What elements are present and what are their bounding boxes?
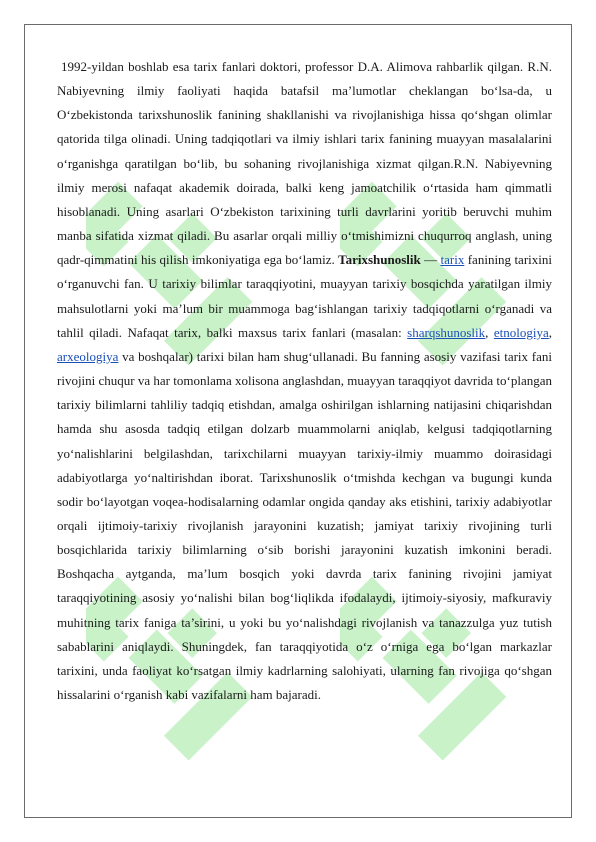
link-arxeologiya[interactable]: arxeologiya xyxy=(57,348,119,364)
paragraph xyxy=(57,55,552,707)
link-etnologiya[interactable]: etnologiya xyxy=(493,324,549,340)
text-run: , xyxy=(485,324,494,340)
body-text xyxy=(57,55,552,707)
text-run: va boshqalar) tarixi bilan ham shug‘ullanadi. Bu fanning asosiy vazifasi tarix fani rivojini chuqur va har tomonlama xolisona anglashdan, muayyan taraqqiyot davrida to‘plangan tarixiy bilimlarni tahliliy tadqiq etishdan, amalga oshirilgan ishlarning natijasini chiqarishdan hamda shu asosda tadqiq etilgan dolzarb muammolarni aniqlab, kelgusi tadqiqotlarning yo‘nalishlarini belgilashdan, tarixchilarni muayyan tarixiy-ilmiy muammo doirasidagi adabiyotlarga yo‘naltirishdan iborat. Tarixshunoslik o‘tmishda kechgan va bugungi kunda sodir bo‘layotgan voqea-hodisalarning odamlar ongida qanday aks etishini, tarixiy adabiyotlar orqali ijtimoiy-tarixiy rivojlanish jarayonini kuzatish; jamiyat tarixiy rivojining turli bosqichlarida tarixiy bilimlarning o‘sib borishi jarayonini kuzatish imkonini beradi. Boshqacha aytganda, ma’lum bosqich yoki davrda tarix fanining rivojini jamiyat taraqqiyotining asosiy yo‘nalishi bilan bog‘liqlikda ifodalaydi, ijtimoiy-siyosiy, mafkuraviy muhitning tarix faniga ta’sirini, u yoki bu yo‘nalishdagi rivojlanish va tanazzulga yuz tutish sabablarini aniqlaydi. Shuningdek, fan taraqqiyotida o‘z o‘rniga ega bo‘lgan markazlar tarixini, unda faoliyat ko‘rsatgan ilmiy kadrlarning salohiyati, ularning fan rivojiga qo‘shgan hissalarini o‘rganish kabi vazifalarni ham bajaradi. xyxy=(57,348,552,703)
term-bold: Tarixshunoslik xyxy=(338,252,421,268)
link-tarix[interactable]: tarix xyxy=(440,252,465,268)
text-run: — xyxy=(420,252,441,268)
link-sharqshunoslik[interactable]: sharqshunoslik xyxy=(407,324,486,340)
text-run: fanining tarixini o‘rganuvchi fan. U tarixiy bilimlar taraqqiyotini, muayyan tarixiy bosqichda yaratilgan ilmiy mahsulotlarni yoki ma’lum bir muammoga bag‘ishlangan tarixiy tadqiqotlarni o‘rganadi va tahlil qiladi. Nafaqat tarix, balki maxsus tarix fanlari (masalan: xyxy=(57,252,552,340)
text-run: 1992-yildan boshlab esa tarix fanlari doktori, professor D.A. Alimova rahbarlik qilgan. R.N. Nabiyevning ilmiy faoliyati haqida batafsil ma’lumotlar cheklangan bo‘lsa-da, u O‘zbekistonda tarixshunoslik fanining shakllanishi va rivojlanishiga hissa qo‘shgan olimlar qatorida tilga olinadi. Uning tadqiqotlari va ilmiy ishlari tarix fanining muayyan masalalarini o‘rganishga qaratilgan bo‘lib, bu sohaning rivojlanishiga xizmat qilgan.R.N. Nabiyevning ilmiy merosi nafaqat akademik doirada, balki keng jamoatchilik o‘rtasida ham qimmatli hisoblanadi. Uning asarlari O‘zbekiston tarixining turli davrlarini yoritib beruvchi muhim manba sifatida xizmat qiladi. Bu asarlar orqali milliy o‘tmishimizni chuqurroq anglash, uning qadr-qimmatini his qilish imkoniyatiga ega bo‘lamiz. xyxy=(57,59,552,268)
text-run: , xyxy=(548,324,553,340)
